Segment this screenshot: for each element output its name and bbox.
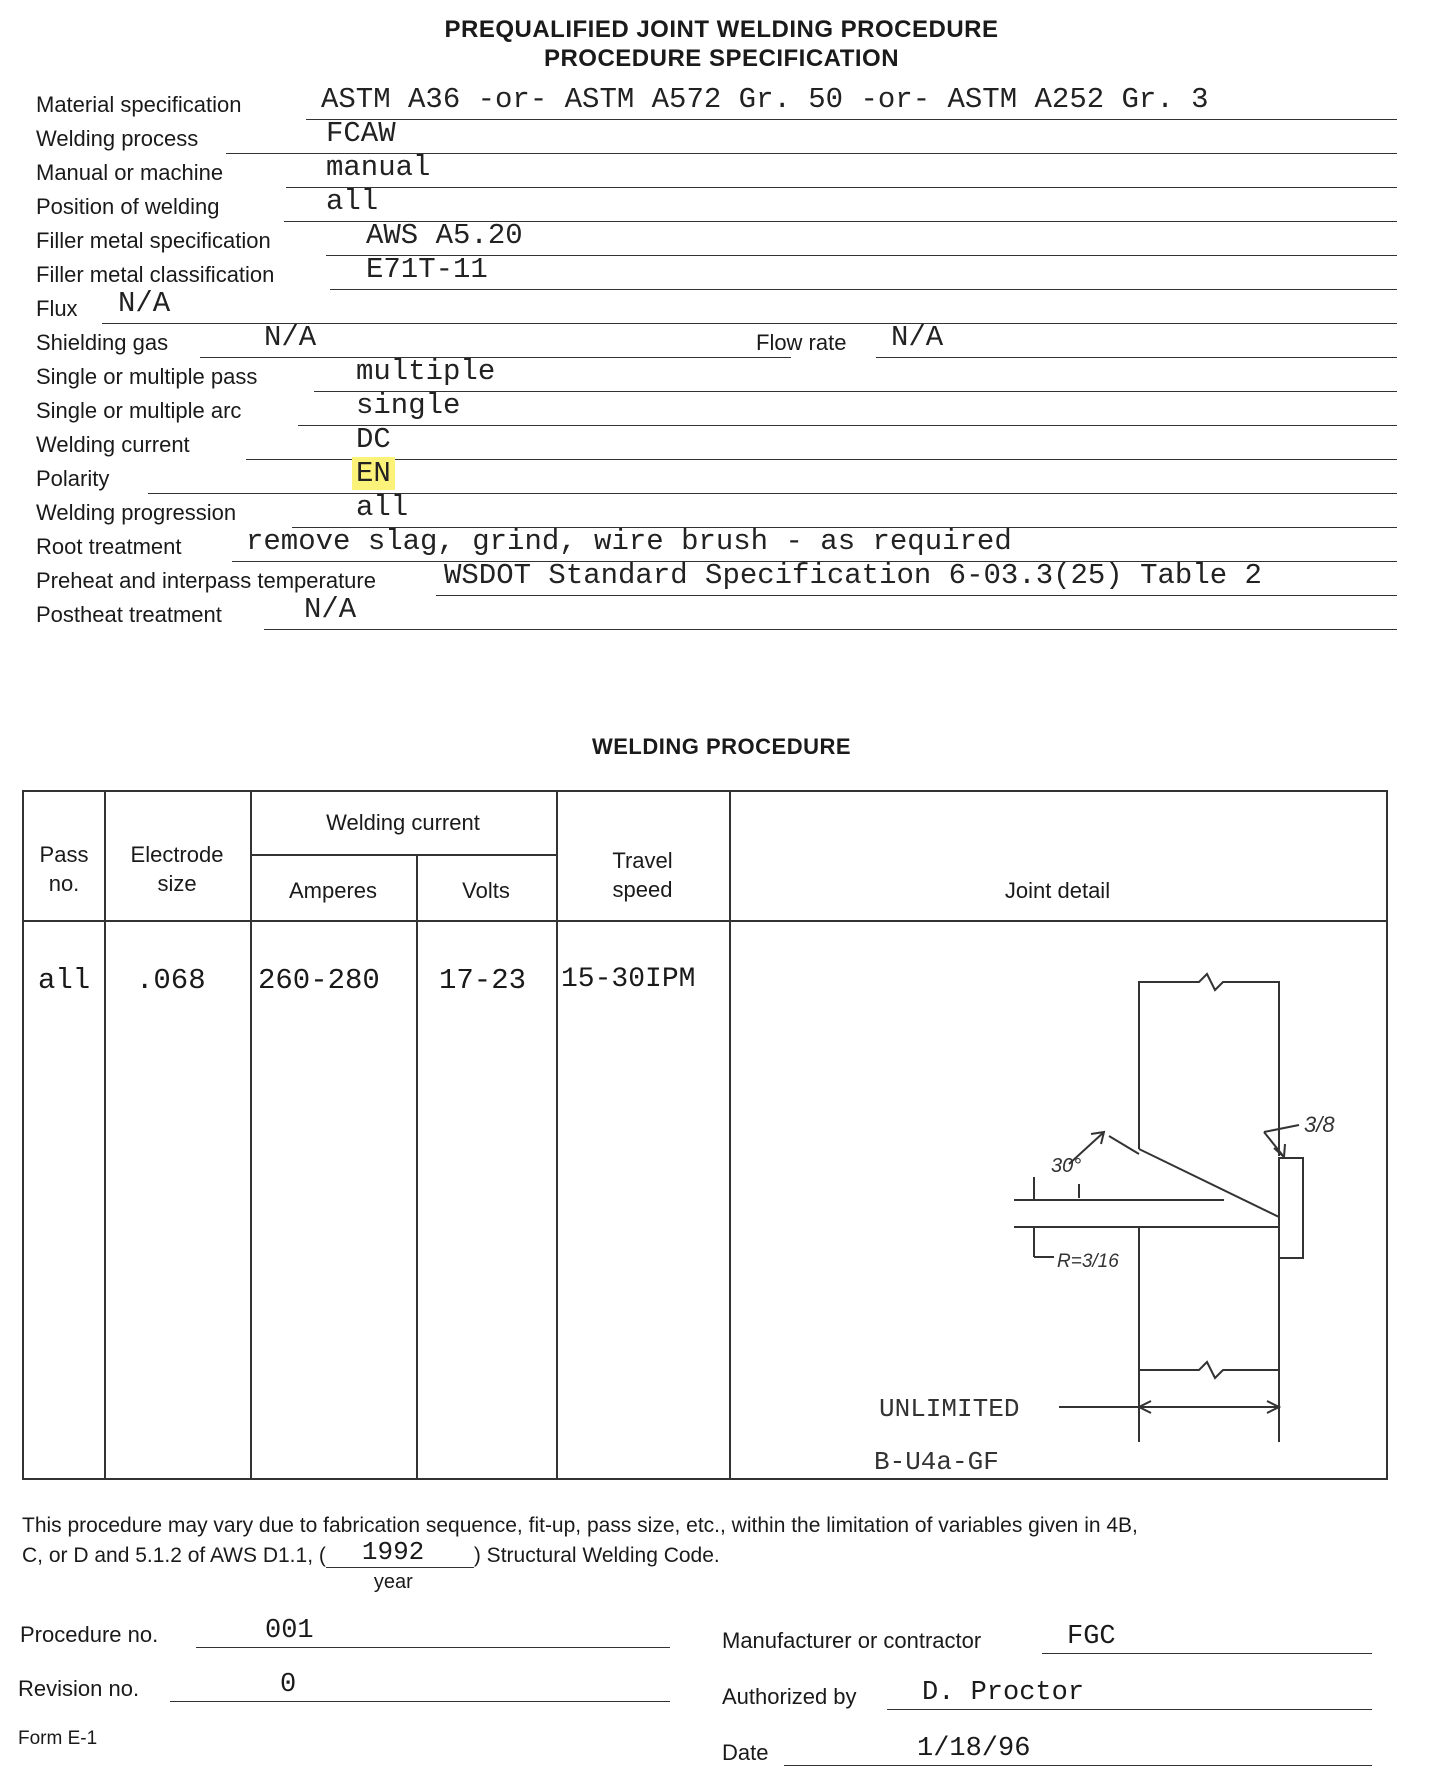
manual-machine-row [36,151,1397,190]
filler-class-value: E71T-11 [366,253,488,286]
authorized-by-row [722,1676,1372,1710]
bevel-line [1139,1149,1279,1217]
note-line-2: C, or D and 5.1.2 of AWS D1.1, ( 1992 year ) Structural Welding Code. [22,1537,720,1593]
material-spec-label: Material specification [36,92,242,117]
root-treatment-label: Root treatment [36,534,182,559]
procedure-no-value: 001 [265,1616,314,1646]
position-label: Position of welding [36,194,220,219]
thickness-label: 3/8 [1304,1112,1335,1137]
single-multi-arc-label: Single or multiple arc [36,398,242,423]
welding-current-row [36,423,1397,462]
manufacturer-label: Manufacturer or contractor [722,1628,982,1653]
authorized-by-label: Authorized by [722,1684,857,1709]
welding-procedure-table [22,790,1388,1480]
welding-current-value: DC [356,423,391,456]
root-label: R=3/16 [1057,1251,1119,1272]
filler-class-row [36,253,1397,292]
header-volts: Volts [462,878,510,903]
date-label: Date [722,1740,769,1765]
shielding-gas-label: Shielding gas [36,330,169,355]
angle-label: 30° [1051,1155,1082,1177]
cell-amperes: 260-280 [258,964,380,997]
procedure-no-label: Procedure no. [20,1622,159,1647]
header-pass-no: Pass no. [39,842,89,896]
header-amperes: Amperes [288,878,378,903]
date-value: 1/18/96 [917,1734,1031,1764]
polarity-value: EN [352,457,395,490]
form-title: PREQUALIFIED JOINT WELDING PROCEDURE [444,16,999,43]
material-spec-row [36,83,1397,122]
header-electrode-size: Electrode size [130,842,224,896]
authorized-by-value: D. Proctor [922,1678,1085,1708]
position-row [36,185,1397,224]
manual-machine-value: manual [326,151,431,184]
postheat-label: Postheat treatment [36,602,222,627]
flow-rate-value: N/A [891,321,944,354]
header-joint-detail: Joint detail [1004,878,1111,903]
polarity-label: Polarity [36,466,110,491]
polarity-row [36,457,1397,496]
revision-no-value: 0 [280,1670,297,1700]
joint-designation: B-U4a-GF [874,1447,999,1477]
unlimited-label: UNLIMITED [879,1394,1020,1424]
root-treatment-value: remove slag, grind, wire brush - as required [246,525,1012,558]
single-multi-pass-row [36,355,1397,394]
upper-plate-outline [1139,974,1279,1156]
cell-volts: 17-23 [439,964,527,997]
welding-process-label: Welding process [36,126,199,151]
form-number: Form E-1 [18,1728,98,1749]
year-label: year [373,1571,413,1593]
year-value: 1992 [361,1537,425,1567]
cell-travel-speed: 15-30IPM [561,964,696,995]
progression-value: all [356,491,409,524]
position-value: all [326,185,379,218]
flux-row [36,287,1397,326]
header-welding-current: Welding current [326,810,480,835]
welding-current-label: Welding current [36,432,190,457]
shielding-gas-row [36,321,1397,360]
cell-electrode-size: .068 [136,964,206,997]
backing-bar [1279,1158,1303,1258]
single-multi-arc-row [36,389,1397,428]
flux-value: N/A [118,287,171,320]
single-multi-pass-value: multiple [356,355,496,388]
progression-label: Welding progression [36,500,237,525]
material-spec-value: ASTM A36 -or- ASTM A572 Gr. 50 -or- ASTM A252 Gr. 3 [321,83,1209,116]
filler-class-label: Filler metal classification [36,262,275,287]
lower-plate-outline [1139,1227,1279,1378]
note-line-1: This procedure may vary due to fabrication sequence, fit-up, pass size, etc., within the limitation of variables given in 4B, [22,1514,1138,1537]
filler-spec-value: AWS A5.20 [366,219,523,252]
cell-pass-no: all [38,964,91,997]
welding-procedure-heading: WELDING PROCEDURE [591,734,852,759]
postheat-row [36,593,1397,632]
date-row [722,1732,1372,1766]
single-multi-pass-label: Single or multiple pass [36,364,258,389]
manufacturer-row [722,1620,1372,1654]
manufacturer-value: FGC [1067,1622,1116,1652]
revision-no-row [18,1668,670,1702]
header-travel-speed: Travel speed [612,848,673,902]
flow-rate-label: Flow rate [756,330,847,355]
welding-process-row [36,117,1397,156]
form-subtitle: PROCEDURE SPECIFICATION [543,45,900,72]
filler-spec-row [36,219,1397,258]
postheat-value: N/A [304,593,357,626]
preheat-value: WSDOT Standard Specification 6-03.3(25) Table 2 [444,559,1262,592]
single-multi-arc-value: single [356,389,461,422]
manual-machine-label: Manual or machine [36,160,224,185]
procedure-no-row [20,1614,670,1648]
preheat-row [36,559,1397,598]
joint-detail-diagram [729,922,1369,1478]
revision-no-label: Revision no. [18,1676,140,1701]
preheat-label: Preheat and interpass temperature [36,568,376,593]
filler-spec-label: Filler metal specification [36,228,271,253]
welding-process-value: FCAW [326,117,396,150]
flux-label: Flux [36,296,78,321]
shielding-gas-value: N/A [264,321,317,354]
